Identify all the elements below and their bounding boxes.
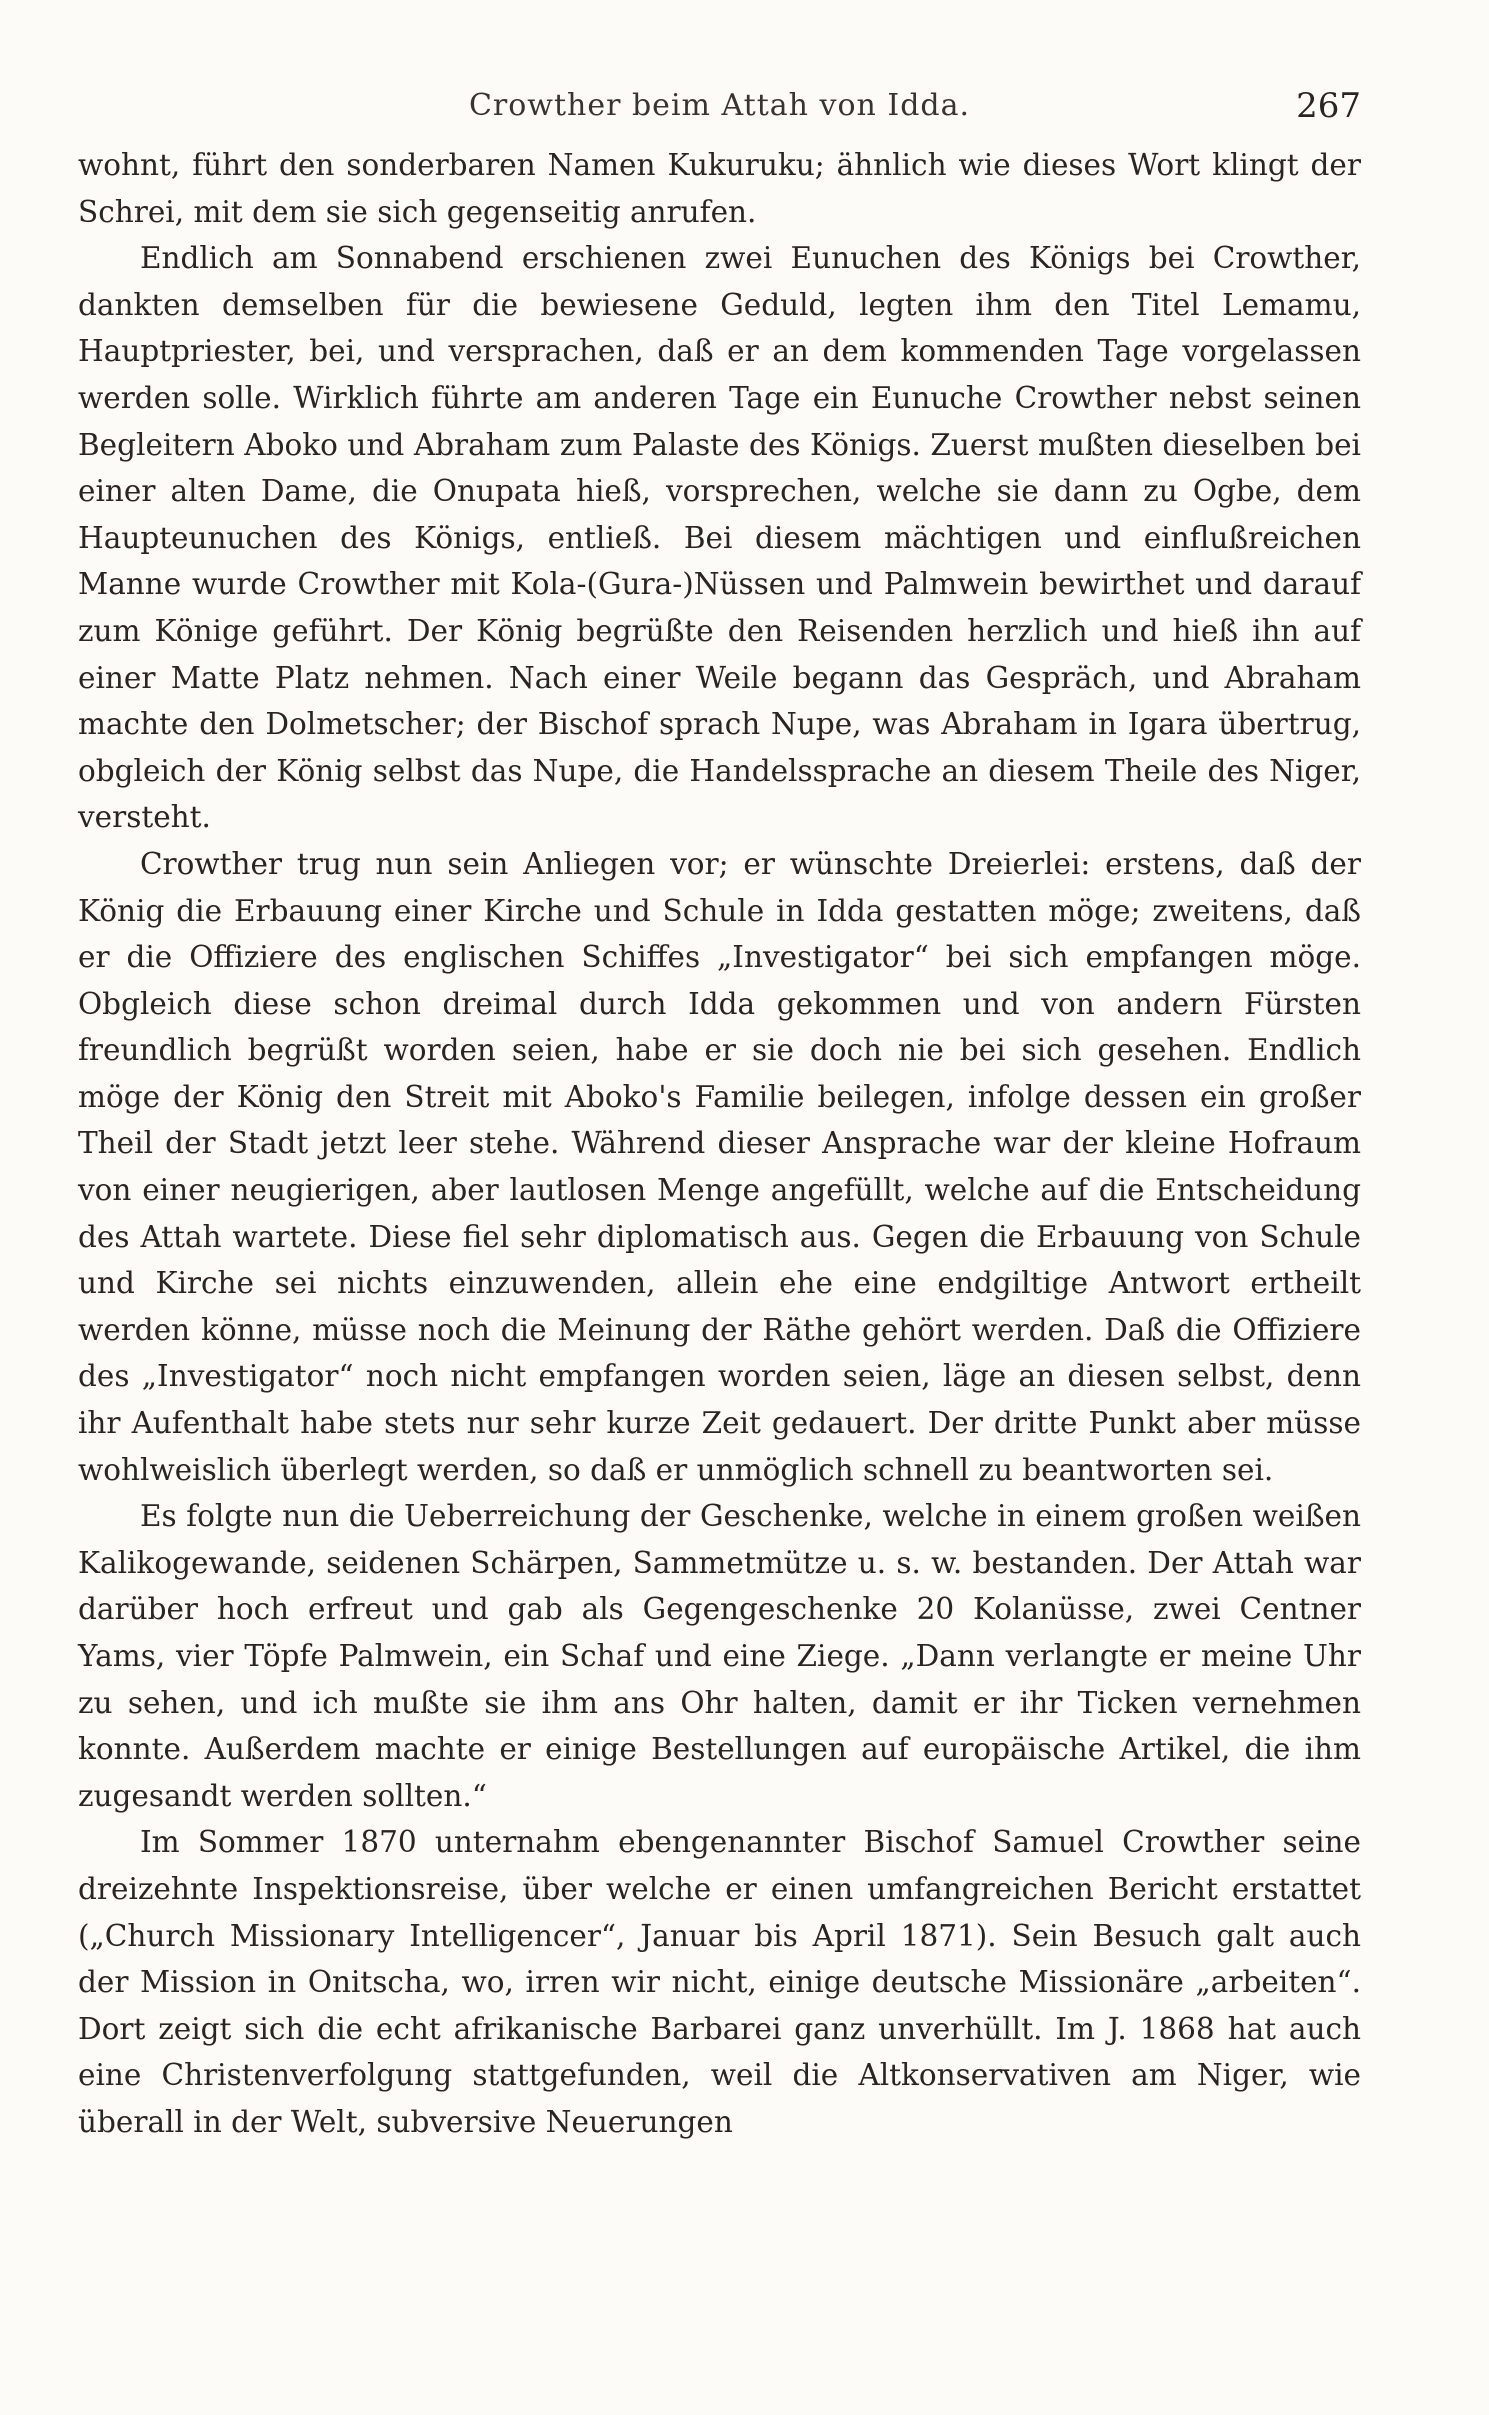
paragraph-inspection-journey: Im Sommer 1870 unternahm ebengenannter Bischof Samuel Crowther seine dreizehnte Inspektionsreise, über welche er einen umfangreichen Bericht erstattet („Church Missionary Intelligencer“, Januar bis April 1871). Sein Besuch galt auch der Mission in Onitscha, wo, irren wir nicht, einige deutsche Missionäre „arbeiten“. Dort zeigt sich die echt afrikanische Barbarei ganz unverhüllt. Im J. 1868 hat auch eine Christenverfolgung stattgefunden, weil die Altkonservativen am Niger, wie überall in der Welt, subversive Neuerungen — [78, 1825, 1361, 2139]
paragraph-eunuchs-audience: Endlich am Sonnabend erschienen zwei Eunuchen des Königs bei Crowther, dankten demselben für die bewiesene Geduld, legten ihm den Titel Lemamu, Hauptpriester, bei, und versprachen, daß er an dem kommenden Tage vorgelassen werden solle. Wirklich führte am anderen Tage ein Eunuche Crowther nebst seinen Begleitern Aboko und Abraham zum Palaste des Königs. Zuerst mußten dieselben bei einer alten Dame, die Onupata hieß, vorsprechen, welche sie dann zu Ogbe, dem Haupteunuchen des Königs, entließ. Bei diesem mächtigen und einflußreichen Manne wurde Crowther mit Kola-(Gura-)Nüssen und Palmwein bewirthet und darauf zum Könige geführt. Der König begrüßte den Reisenden herzlich und hieß ihn auf einer Matte Platz nehmen. Nach einer Weile begann das Gespräch, und Abraham machte den Dolmetscher; der Bischof sprach Nupe, was Abraham in Igara übertrug, obgleich der König selbst das Nupe, die Handelssprache an diesem Theile des Niger, versteht. — [78, 241, 1361, 835]
paragraph-continuation: wohnt, führt den sonderbaren Namen Kukuruku; ähnlich wie dieses Wort klingt der Schrei, mit dem sie sich gegenseitig anrufen. — [78, 148, 1361, 229]
running-head — [78, 82, 1361, 132]
running-title: Crowther beim Attah von Idda. — [468, 88, 971, 123]
body-text — [78, 142, 1361, 2146]
page-number: 267 — [1296, 86, 1361, 126]
paragraph-crowther-request: Crowther trug nun sein Anliegen vor; er wünschte Dreierlei: erstens, daß der König die Erbauung einer Kirche und Schule in Idda gestatten möge; zweitens, daß er die Offiziere des englischen Schiffes „Investigator“ bei sich empfangen möge. Obgleich diese schon dreimal durch Idda gekommen und von andern Fürsten freundlich begrüßt worden seien, habe er sie doch nie bei sich gesehen. Endlich möge der König den Streit mit Aboko's Familie beilegen, infolge dessen ein großer Theil der Stadt jetzt leer stehe. Während dieser Ansprache war der kleine Hofraum von einer neugierigen, aber lautlosen Menge angefüllt, welche auf die Entscheidung des Attah wartete. Diese fiel sehr diplomatisch aus. Gegen die Erbauung von Schule und Kirche sei nichts einzuwenden, allein ehe eine endgiltige Antwort ertheilt werden könne, müsse noch die Meinung der Räthe gehört werden. Daß die Offiziere des „Investigator“ noch nicht empfangen worden seien, läge an diesen selbst, denn ihr Aufenthalt habe stets nur sehr kurze Zeit gedauert. Der dritte Punkt aber müsse wohlweislich überlegt werden, so daß er unmöglich schnell zu beantworten sei. — [78, 846, 1361, 1487]
paragraph-gifts: Es folgte nun die Ueberreichung der Geschenke, welche in einem großen weißen Kalikogewande, seidenen Schärpen, Sammetmütze u. s. w. bestanden. Der Attah war darüber hoch erfreut und gab als Gegengeschenke 20 Kolanüsse, zwei Centner Yams, vier Töpfe Palmwein, ein Schaf und eine Ziege. „Dann verlangte er meine Uhr zu sehen, und ich mußte sie ihm ans Ohr halten, damit er ihr Ticken vernehmen konnte. Außerdem machte er einige Bestellungen auf europäische Artikel, die ihm zugesandt werden sollten.“ — [78, 1499, 1361, 1813]
